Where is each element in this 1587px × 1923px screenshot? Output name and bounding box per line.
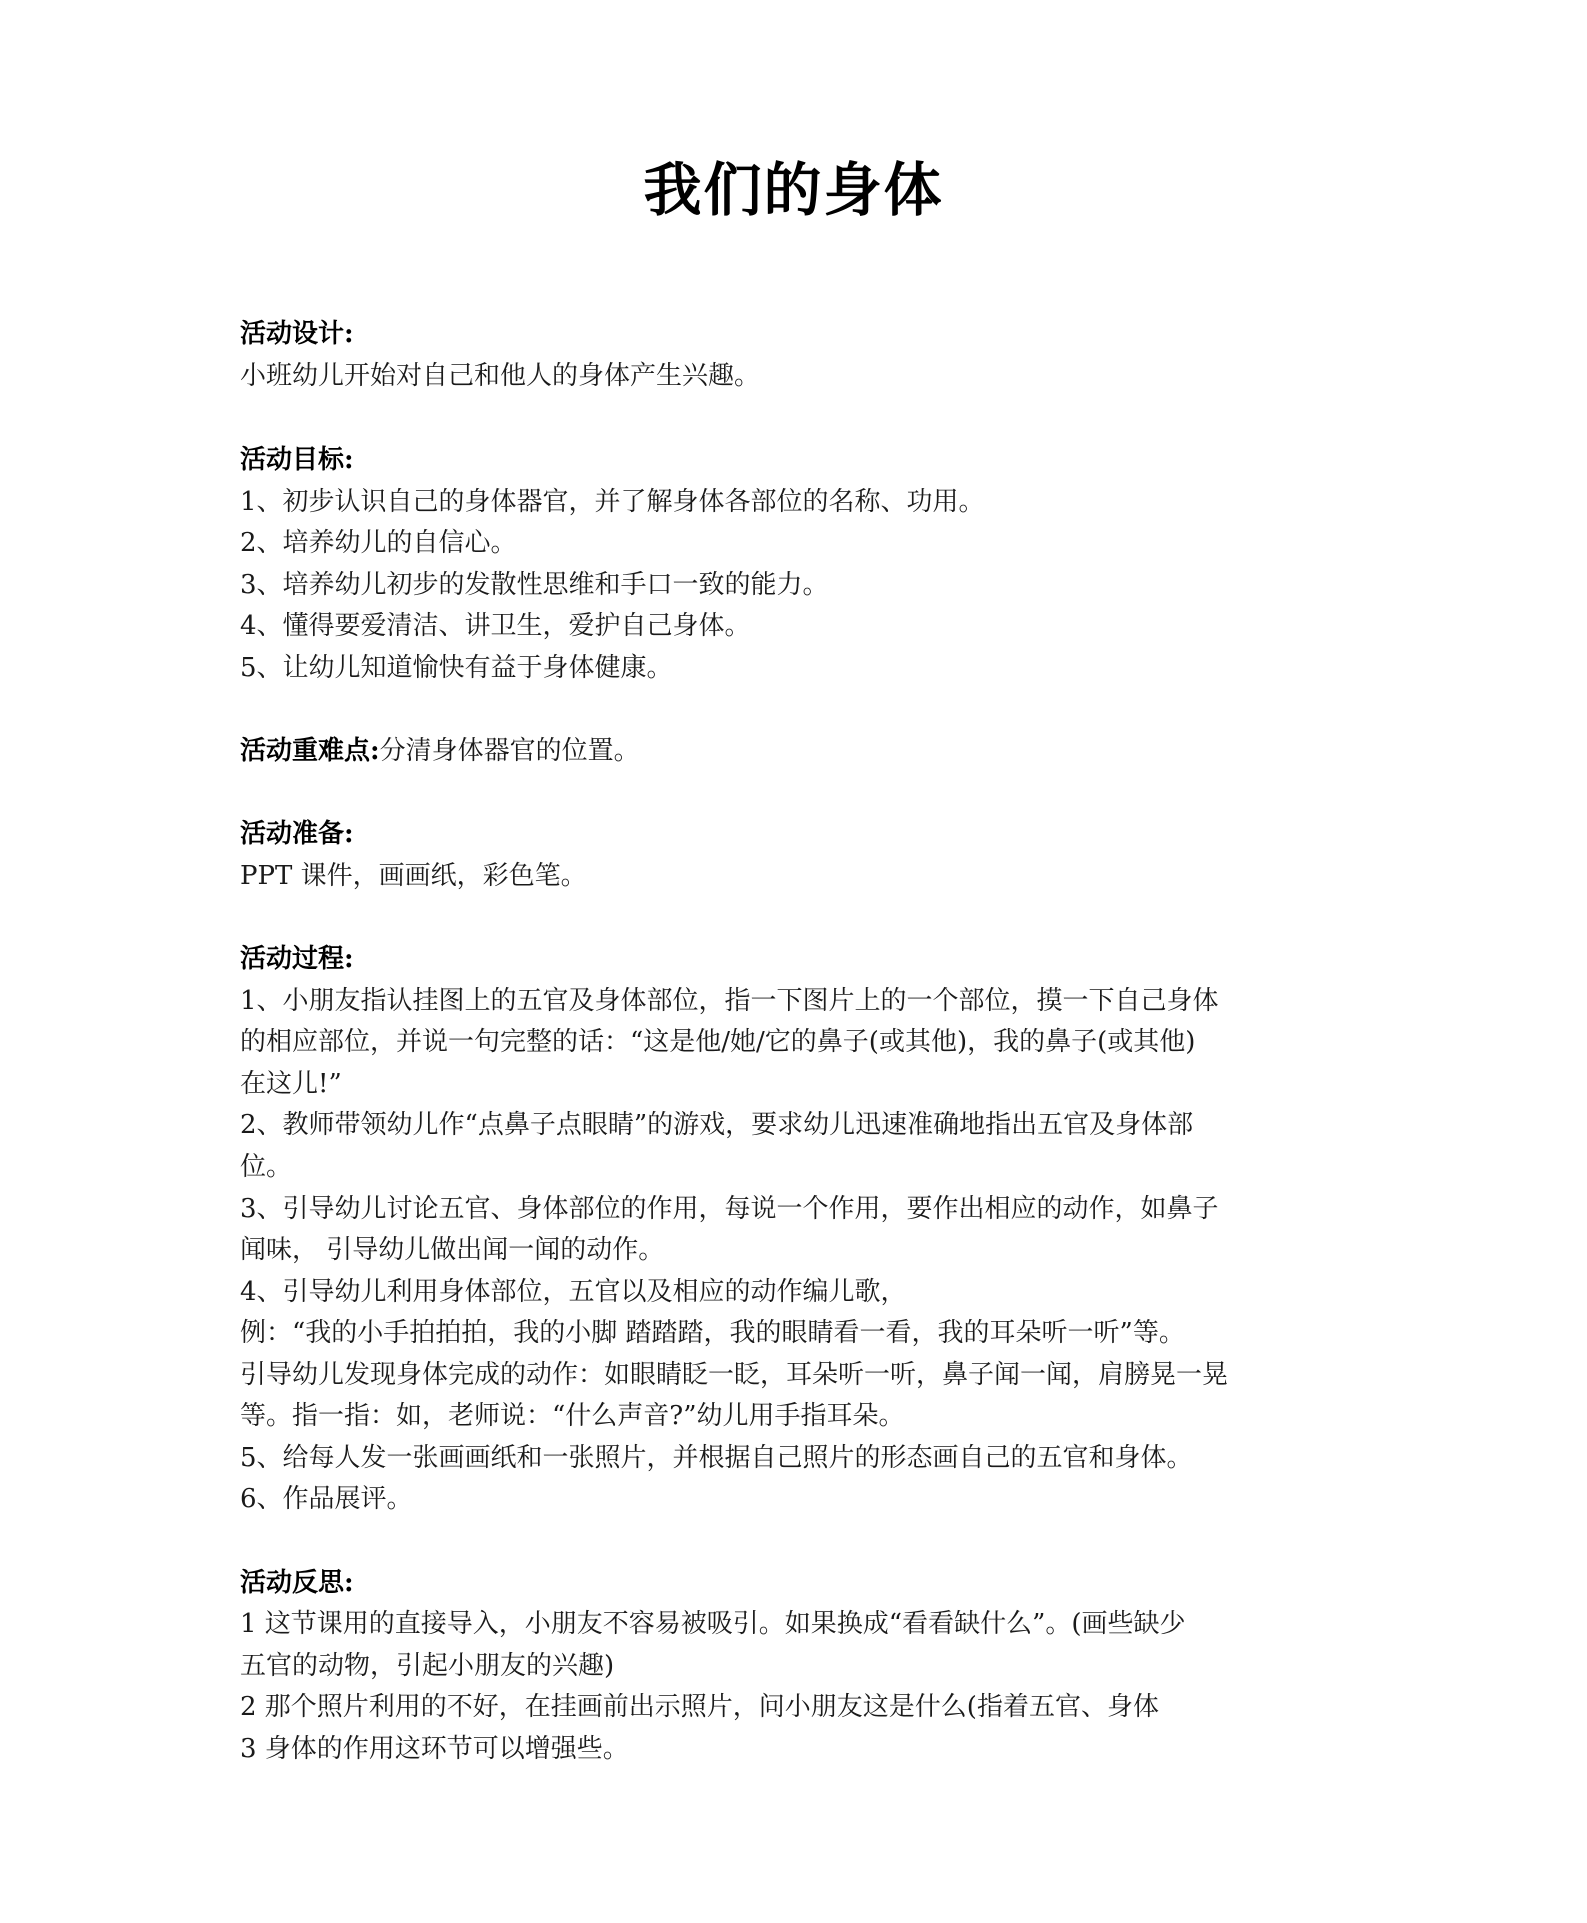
design-line: 小班幼儿开始对自己和他人的身体产生兴趣。 <box>240 361 761 391</box>
goal-item: 1、初步认识自己的身体器官，并了解身体各部位的名称、功用。 <box>240 487 985 517</box>
goal-item: 4、懂得要爱清洁、讲卫生，爱护自己身体。 <box>240 611 751 641</box>
preparation-line: PPT 课件，画画纸，彩色笔。 <box>240 861 587 891</box>
process-line: 3、引导幼儿讨论五官、身体部位的作用，每说一个作用，要作出相应的动作，如鼻子 <box>240 1194 1219 1224</box>
reflection-line: 五官的动物，引起小朋友的兴趣) <box>240 1651 615 1681</box>
section-heading-preparation: 活动准备: <box>240 819 354 849</box>
section-heading-reflection: 活动反思: <box>240 1568 354 1598</box>
reflection-line: 2 那个照片利用的不好，在挂画前出示照片，问小朋友这是什么(指着五官、身体 <box>240 1692 1159 1722</box>
process-line: 4、引导幼儿利用身体部位，五官以及相应的动作编儿歌， <box>240 1277 907 1307</box>
section-heading-key-points: 活动重难点: <box>240 736 380 766</box>
reflection-line: 3 身体的作用这环节可以增强些。 <box>240 1734 629 1764</box>
key-points-text: 分清身体器官的位置。 <box>379 736 640 766</box>
document-title: 我们的身体 <box>643 156 944 224</box>
section-heading-process: 活动过程: <box>240 944 354 974</box>
process-line: 的相应部位，并说一句完整的话：“这是他/她/它的鼻子(或其他)，我的鼻子(或其他) <box>240 1027 1196 1057</box>
process-line: 5、给每人发一张画画纸和一张照片，并根据自己照片的形态画自己的五官和身体。 <box>240 1443 1193 1473</box>
goal-item: 2、培养幼儿的自信心。 <box>240 528 517 558</box>
reflection-line: 1 这节课用的直接导入，小朋友不容易被吸引。如果换成“看看缺什么”。(画些缺少 <box>240 1609 1186 1639</box>
process-line: 1、小朋友指认挂图上的五官及身体部位，指一下图片上的一个部位，摸一下自己身体 <box>240 986 1219 1016</box>
process-line: 位。 <box>240 1152 293 1182</box>
goal-item: 3、培养幼儿初步的发散性思维和手口一致的能力。 <box>240 570 829 600</box>
process-line: 6、作品展评。 <box>240 1484 413 1514</box>
process-line: 例：“我的小手拍拍拍，我的小脚 踏踏踏，我的眼睛看一看，我的耳朵听一听”等。 <box>240 1318 1185 1348</box>
process-line: 等。指一指：如，老师说：“什么声音?”幼儿用手指耳朵。 <box>240 1401 905 1431</box>
goal-item: 5、让幼儿知道愉快有益于身体健康。 <box>240 653 673 683</box>
process-line: 闻味， 引导幼儿做出闻一闻的动作。 <box>240 1235 665 1265</box>
process-line: 在这儿!” <box>240 1069 342 1099</box>
section-heading-goals: 活动目标: <box>240 445 354 475</box>
process-line: 2、教师带领幼儿作“点鼻子点眼睛”的游戏，要求幼儿迅速准确地指出五官及身体部 <box>240 1110 1194 1140</box>
key-points-line <box>240 731 1350 771</box>
process-line: 引导幼儿发现身体完成的动作：如眼睛眨一眨，耳朵听一听，鼻子闻一闻，肩膀晃一晃 <box>240 1360 1229 1390</box>
section-heading-design: 活动设计: <box>240 319 354 349</box>
